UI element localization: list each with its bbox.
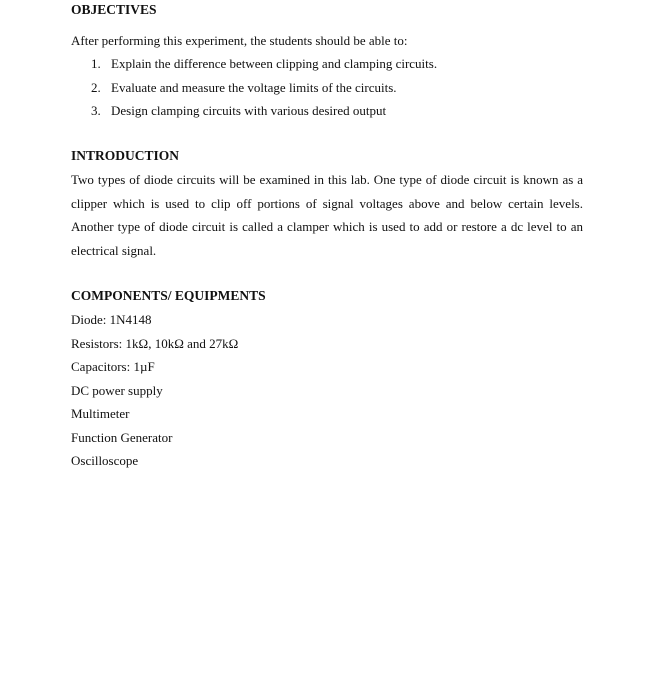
component-item: Oscilloscope	[71, 453, 139, 468]
objective-text: Evaluate and measure the voltage limits of the circuits.	[111, 79, 397, 95]
objective-text: Design clamping circuits with various desired output	[111, 103, 387, 118]
objective-number: 3.	[91, 103, 101, 118]
objectives-heading: OBJECTIVES	[71, 2, 157, 17]
objective-number: 1.	[91, 56, 101, 71]
objective-text: Explain the difference between clipping and clamping circuits.	[111, 56, 438, 71]
objectives-list	[71, 52, 586, 123]
component-item: Resistors: 1kΩ, 10kΩ and 27kΩ	[71, 335, 239, 351]
objective-number: 2.	[91, 79, 101, 95]
objective-item	[71, 52, 586, 76]
components-list	[71, 308, 586, 473]
component-item: Function Generator	[71, 429, 173, 445]
component-item: DC power supply	[71, 382, 163, 398]
introduction-paragraph: Two types of diode circuits will be examined in this lab. One type of diode circuit is known as a clipper which is used to clip off portions of signal voltages above and below certain levels. Another type of diode circuit is called a clamper which is used to add or restore a dc level to an electrical signal.	[71, 172, 583, 258]
objectives-intro: After performing this experiment, the students should be able to:	[71, 33, 408, 48]
introduction-heading: INTRODUCTION	[71, 148, 180, 163]
objective-item	[71, 76, 586, 100]
component-item: Diode: 1N4148	[71, 312, 152, 327]
objective-item	[71, 99, 586, 123]
component-item: Capacitors: 1µF	[71, 359, 155, 374]
components-heading: COMPONENTS/ EQUIPMENTS	[71, 288, 266, 303]
component-item: Multimeter	[71, 406, 130, 421]
